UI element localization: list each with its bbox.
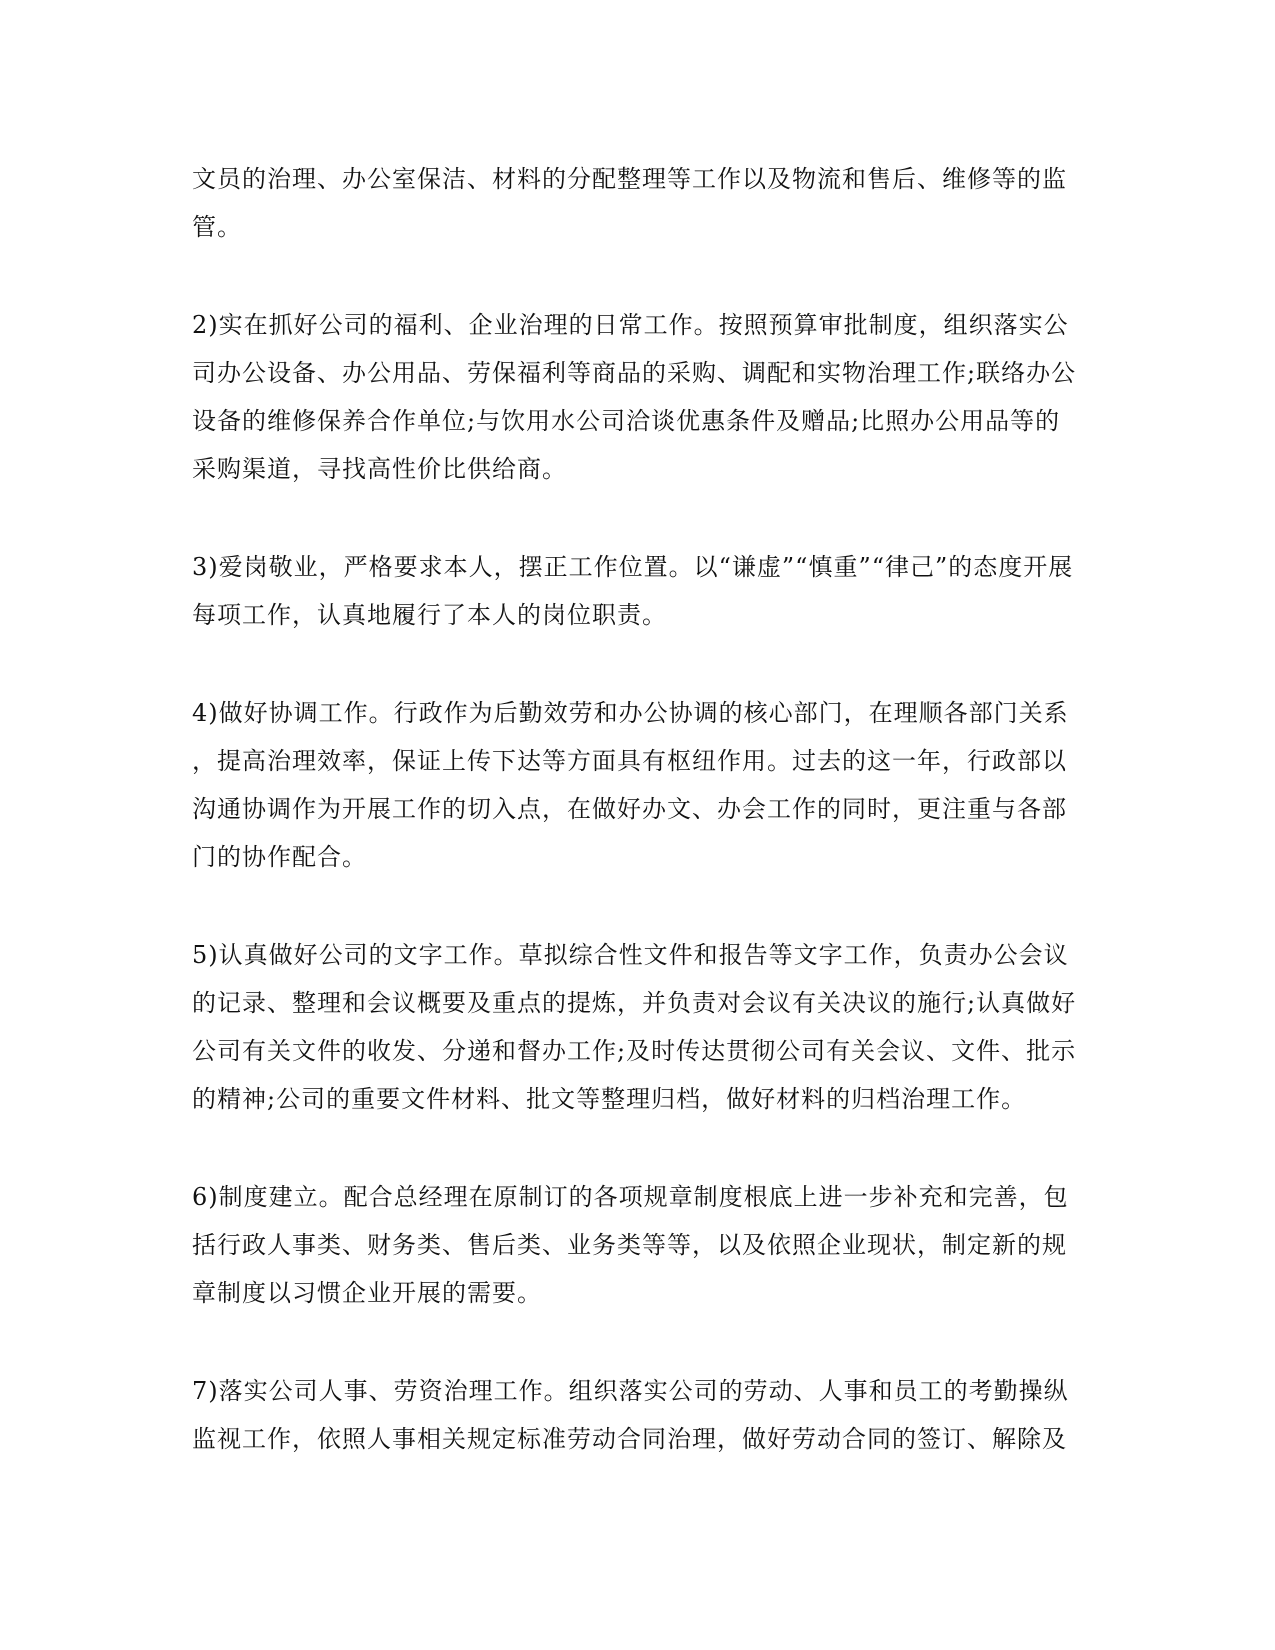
paragraph-gap	[192, 639, 1092, 689]
text-line: 章制度以习惯企业开展的需要。	[192, 1279, 542, 1307]
text-line: 5)认真做好公司的文字工作。草拟综合性文件和报告等文字工作，负责办公会议	[192, 941, 1069, 969]
paragraph-7	[192, 1367, 1092, 1463]
text-line: 6)制度建立。配合总经理在原制订的各项规章制度根底上进一步补充和完善，包	[192, 1183, 1069, 1211]
paragraph-gap	[192, 1317, 1092, 1367]
text-line: 括行政人事类、财务类、售后类、业务类等等，以及依照企业现状，制定新的规	[192, 1231, 1067, 1259]
document-body	[192, 155, 1092, 1463]
paragraph-5	[192, 931, 1092, 1123]
text-line: 沟通协调作为开展工作的切入点，在做好办文、办会工作的同时，更注重与各部	[192, 795, 1067, 823]
paragraph-gap	[192, 251, 1092, 301]
text-line: 门的协作配合。	[192, 843, 367, 871]
text-line: 3)爱岗敬业，严格要求本人，摆正工作位置。以“谦虚”“慎重”“律己”的态度开展	[192, 553, 1074, 581]
text-line: 管。	[192, 213, 242, 241]
text-line: 司办公设备、办公用品、劳保福利等商品的采购、调配和实物治理工作;联络办公	[192, 359, 1077, 387]
paragraph-1	[192, 155, 1092, 251]
text-line: 监视工作，依照人事相关规定标准劳动合同治理，做好劳动合同的签订、解除及	[192, 1425, 1067, 1453]
text-line: 设备的维修保养合作单位;与饮用水公司洽谈优惠条件及赠品;比照办公用品等的	[192, 407, 1061, 435]
text-line: 2)实在抓好公司的福利、企业治理的日常工作。按照预算审批制度，组织落实公	[192, 311, 1069, 339]
text-line: 文员的治理、办公室保洁、材料的分配整理等工作以及物流和售后、维修等的监	[192, 165, 1067, 193]
text-line: 的精神;公司的重要文件材料、批文等整理归档，做好材料的归档治理工作。	[192, 1085, 1027, 1113]
text-line: 4)做好协调工作。行政作为后勤效劳和办公协调的核心部门，在理顺各部门关系	[192, 699, 1069, 727]
text-line: 7)落实公司人事、劳资治理工作。组织落实公司的劳动、人事和员工的考勤操纵	[192, 1377, 1069, 1405]
text-line: 的记录、整理和会议概要及重点的提炼，并负责对会议有关决议的施行;认真做好	[192, 989, 1077, 1017]
text-line: 采购渠道，寻找高性价比供给商。	[192, 455, 567, 483]
paragraph-gap	[192, 493, 1092, 543]
paragraph-3	[192, 543, 1092, 639]
paragraph-4	[192, 689, 1092, 881]
paragraph-gap	[192, 881, 1092, 931]
paragraph-6	[192, 1173, 1092, 1317]
paragraph-gap	[192, 1123, 1092, 1173]
text-line: ，提高治理效率，保证上传下达等方面具有枢纽作用。过去的这一年，行政部以	[192, 747, 1067, 775]
paragraph-2	[192, 301, 1092, 493]
text-line: 公司有关文件的收发、分递和督办工作;及时传达贯彻公司有关会议、文件、批示	[192, 1037, 1077, 1065]
text-line: 每项工作，认真地履行了本人的岗位职责。	[192, 601, 667, 629]
